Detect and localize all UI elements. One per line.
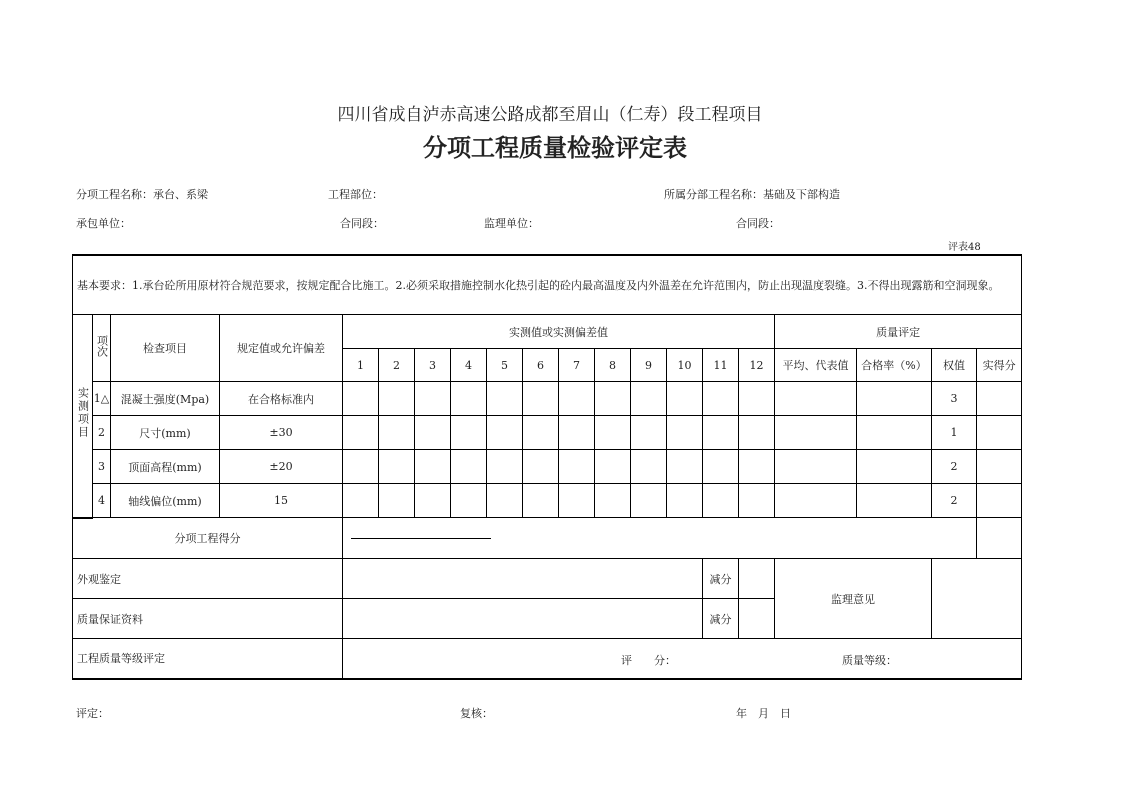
measure-cell[interactable]	[631, 382, 667, 416]
measure-col-7: 7	[559, 349, 595, 382]
measure-cell[interactable]	[487, 450, 523, 484]
measure-cell[interactable]	[415, 450, 451, 484]
row-weight: 1	[932, 416, 977, 450]
measure-cell[interactable]	[559, 484, 595, 518]
measure-cell[interactable]	[559, 416, 595, 450]
contract-section-2: 合同段：	[736, 217, 780, 230]
deduct-field-1[interactable]	[739, 559, 775, 599]
subtotal-label: 分项工程得分	[73, 518, 343, 559]
measure-col-8: 8	[595, 349, 631, 382]
measure-col-3: 3	[415, 349, 451, 382]
inspection-table	[72, 254, 1022, 680]
table-row	[73, 416, 1022, 450]
measure-col-5: 5	[487, 349, 523, 382]
grade-eval-field[interactable]	[343, 639, 1022, 679]
measure-cell[interactable]	[667, 382, 703, 416]
measure-cell[interactable]	[559, 450, 595, 484]
score-cell[interactable]	[977, 382, 1022, 416]
evaluate-signature: 评定：	[76, 707, 109, 720]
row-spec: ±20	[220, 450, 343, 484]
subtotal-final-cell[interactable]	[977, 518, 1022, 559]
measure-col-10: 10	[667, 349, 703, 382]
measure-col-1: 1	[343, 349, 379, 382]
row-spec: 15	[220, 484, 343, 518]
rate-cell[interactable]	[857, 416, 932, 450]
measure-cell[interactable]	[451, 416, 487, 450]
col-no-header: 项次	[93, 315, 111, 382]
row-spec: 在合格标准内	[220, 382, 343, 416]
division: 所属分部工程名称：基础及下部构造	[664, 188, 840, 201]
location: 工程部位：	[328, 188, 383, 201]
contractor: 承包单位：	[76, 217, 131, 230]
contract-section-1: 合同段：	[340, 217, 384, 230]
col-score-header: 实得分	[977, 349, 1022, 382]
measure-cell[interactable]	[451, 484, 487, 518]
measure-cell[interactable]	[451, 450, 487, 484]
section-label: 实测项目	[73, 315, 93, 518]
measure-col-6: 6	[523, 349, 559, 382]
measure-cell[interactable]	[703, 450, 739, 484]
measure-cell[interactable]	[523, 382, 559, 416]
col-measured-header: 实测值或实测偏差值	[343, 315, 775, 349]
measure-cell[interactable]	[415, 382, 451, 416]
avg-cell[interactable]	[775, 484, 857, 518]
qa-docs-field[interactable]	[343, 599, 703, 639]
measure-cell[interactable]	[595, 416, 631, 450]
table-row	[73, 382, 1022, 416]
measure-cell[interactable]	[451, 382, 487, 416]
measure-cell[interactable]	[415, 416, 451, 450]
measure-cell[interactable]	[487, 382, 523, 416]
avg-cell[interactable]	[775, 416, 857, 450]
rate-cell[interactable]	[857, 484, 932, 518]
grade-label: 质量等级：	[842, 654, 897, 667]
measure-cell[interactable]	[631, 450, 667, 484]
review-signature: 复核：	[460, 707, 493, 720]
row-no: 4	[93, 484, 111, 518]
measure-cell[interactable]	[379, 416, 415, 450]
measure-col-11: 11	[703, 349, 739, 382]
item-name: 分项工程名称：承台、系梁	[76, 188, 208, 201]
measure-cell[interactable]	[595, 450, 631, 484]
measure-cell[interactable]	[667, 416, 703, 450]
measure-cell[interactable]	[379, 484, 415, 518]
measure-cell[interactable]	[487, 416, 523, 450]
avg-cell[interactable]	[775, 450, 857, 484]
score-cell[interactable]	[977, 416, 1022, 450]
row-no: 1△	[93, 382, 111, 416]
measure-cell[interactable]	[739, 484, 775, 518]
date-field: 年 月 日	[736, 707, 791, 720]
measure-col-9: 9	[631, 349, 667, 382]
measure-cell[interactable]	[739, 382, 775, 416]
deduct-label-2: 减分	[703, 599, 739, 639]
measure-cell[interactable]	[739, 450, 775, 484]
score-label: 评 分：	[621, 654, 676, 667]
project-name: 四川省成自泸赤高速公路成都至眉山（仁寿）段工程项目	[337, 105, 763, 125]
col-weight-header: 权值	[932, 349, 977, 382]
row-spec: ±30	[220, 416, 343, 450]
row-item: 顶面高程(mm)	[111, 450, 220, 484]
row-item: 混凝土强度(Mpa)	[111, 382, 220, 416]
row-item: 轴线偏位(mm)	[111, 484, 220, 518]
measure-cell[interactable]	[343, 484, 379, 518]
measure-cell[interactable]	[631, 484, 667, 518]
rate-cell[interactable]	[857, 450, 932, 484]
measure-cell[interactable]	[703, 382, 739, 416]
grade-eval-label: 工程质量等级评定	[73, 639, 343, 679]
measure-col-2: 2	[379, 349, 415, 382]
row-item: 尺寸(mm)	[111, 416, 220, 450]
row-weight: 2	[932, 484, 977, 518]
table-row	[73, 450, 1022, 484]
deduct-field-2[interactable]	[739, 599, 775, 639]
measure-cell[interactable]	[703, 416, 739, 450]
table-row	[73, 484, 1022, 518]
supervision-label: 监理意见	[775, 559, 932, 639]
row-weight: 2	[932, 450, 977, 484]
measure-cell[interactable]	[703, 484, 739, 518]
col-quality-header: 质量评定	[775, 315, 1022, 349]
measure-cell[interactable]	[667, 450, 703, 484]
measure-cell[interactable]	[559, 382, 595, 416]
form-number: 评表48	[948, 242, 981, 253]
qa-docs-label: 质量保证资料	[73, 599, 343, 639]
appearance-label: 外观鉴定	[73, 559, 343, 599]
supervisor: 监理单位：	[484, 217, 539, 230]
measure-cell[interactable]	[523, 450, 559, 484]
row-no: 2	[93, 416, 111, 450]
subtotal-line	[351, 538, 491, 539]
score-cell[interactable]	[977, 484, 1022, 518]
col-spec-header: 规定值或允许偏差	[220, 315, 343, 382]
col-rate-header: 合格率（%）	[857, 349, 932, 382]
measure-cell[interactable]	[739, 416, 775, 450]
rate-cell[interactable]	[857, 382, 932, 416]
measure-cell[interactable]	[343, 416, 379, 450]
basic-requirements: 基本要求：1.承台砼所用原材符合规范要求，按规定配合比施工。2.必须采取措施控制水化热引起的砼内最高温度及内外温差在允许范围内，防止出现温度裂缝。3.不得出现露筋和空洞现象。	[73, 255, 1022, 315]
avg-cell[interactable]	[775, 382, 857, 416]
measure-cell[interactable]	[379, 382, 415, 416]
form-title: 分项工程质量检验评定表	[423, 133, 687, 162]
supervision-field[interactable]	[932, 559, 1022, 639]
measure-cell[interactable]	[595, 382, 631, 416]
measure-col-4: 4	[451, 349, 487, 382]
measure-cell[interactable]	[343, 382, 379, 416]
measure-cell[interactable]	[523, 416, 559, 450]
measure-cell[interactable]	[379, 450, 415, 484]
measure-cell[interactable]	[631, 416, 667, 450]
measure-col-12: 12	[739, 349, 775, 382]
measure-cell[interactable]	[487, 484, 523, 518]
measure-cell[interactable]	[343, 450, 379, 484]
subtotal-score-field[interactable]	[343, 518, 977, 559]
measure-cell[interactable]	[595, 484, 631, 518]
deduct-label-1: 减分	[703, 559, 739, 599]
measure-cell[interactable]	[523, 484, 559, 518]
measure-cell[interactable]	[667, 484, 703, 518]
col-avg-header: 平均、代表值	[775, 349, 857, 382]
measure-cell[interactable]	[415, 484, 451, 518]
row-weight: 3	[932, 382, 977, 416]
col-item-header: 检查项目	[111, 315, 220, 382]
score-cell[interactable]	[977, 450, 1022, 484]
appearance-field[interactable]	[343, 559, 703, 599]
row-no: 3	[93, 450, 111, 484]
